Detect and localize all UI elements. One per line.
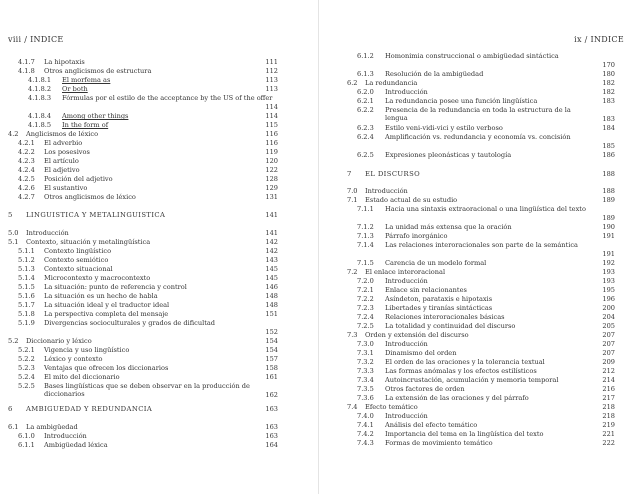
toc-entry-title: AMBIGUEDAD Y REDUNDANCIA xyxy=(26,405,153,413)
toc-entry-title: Introducción xyxy=(26,229,69,237)
toc-entry-number: 6.1.1 xyxy=(18,441,35,449)
toc-entry-title: Orden y extensión del discurso xyxy=(365,331,469,339)
toc-entry-number: 5.2.4 xyxy=(18,373,35,381)
toc-page-number: 154 xyxy=(265,337,278,345)
running-head-right: ix / INDICE xyxy=(574,35,624,44)
toc-entry-title: Introducción xyxy=(365,187,408,195)
toc-entry-number: 7.3 xyxy=(347,331,358,339)
toc-page-number: 207 xyxy=(602,331,615,339)
toc-entry-title: Otros anglicismos de estructura xyxy=(44,67,152,75)
toc-entry-title: Vigencia y uso lingüístico xyxy=(44,346,130,354)
toc-entry-number: 6.2.2 xyxy=(357,106,374,114)
toc-entry-title: Diccionario y léxico xyxy=(26,337,92,345)
toc-page-number: 207 xyxy=(602,349,615,357)
toc-page-number: 151 xyxy=(265,310,278,318)
toc-entry-title: El adverbio xyxy=(44,139,83,147)
toc-page-number: 113 xyxy=(265,76,278,84)
toc-entry-number: 5.1.2 xyxy=(18,256,35,264)
toc-entry-title: El orden de las oraciones y la tolerancia textual xyxy=(385,358,545,366)
toc-page-number: 148 xyxy=(265,292,278,300)
toc-page-number: 116 xyxy=(265,130,278,138)
toc-page-number: 189 xyxy=(602,196,615,204)
toc-entry-number: 7.3.2 xyxy=(357,358,374,366)
toc-entry-number: 4.2.2 xyxy=(18,148,35,156)
toc-entry-title: La situación ideal y el traductor ideal xyxy=(44,301,170,309)
toc-page-number: 164 xyxy=(265,441,278,449)
toc-page-number: 163 xyxy=(265,405,278,413)
toc-entry-number: 6.2 xyxy=(347,79,358,87)
toc-entry-number: 7.4.0 xyxy=(357,412,374,420)
toc-entry-number: 5.1.5 xyxy=(18,283,35,291)
toc-entry-number: 7.1 xyxy=(347,196,358,204)
toc-entry-number: 5.2.3 xyxy=(18,364,35,372)
toc-page-number: 195 xyxy=(602,286,615,294)
toc-page-number: 113 xyxy=(265,85,278,93)
toc-page-number: 180 xyxy=(602,70,615,78)
toc-entry-number: 7.2.5 xyxy=(357,322,374,330)
toc-page-number: 193 xyxy=(602,268,615,276)
toc-entry-title: EL DISCURSO xyxy=(365,170,421,178)
toc-entry-number: 7.2 xyxy=(347,268,358,276)
toc-page-number: 204 xyxy=(602,313,615,321)
toc-entry-number: 7.2.2 xyxy=(357,295,374,303)
toc-entry-title: Contexto situacional xyxy=(44,265,113,273)
toc-entry-number: 5.1.9 xyxy=(18,319,35,327)
toc-entry-title: Estilo veni-vidi-vici y estilo verboso xyxy=(385,124,503,132)
toc-entry-title: Microcontexto y macrocontexto xyxy=(44,274,151,282)
toc-page-number: 141 xyxy=(265,211,278,219)
toc-page-number: 209 xyxy=(602,358,615,366)
toc-entry-title: Hacia una sintaxis extraoracional o una lingüística del texto xyxy=(385,205,586,213)
toc-entry-title: El adjetivo xyxy=(44,166,80,174)
toc-page-number: 114 xyxy=(265,112,278,120)
toc-page-number: 143 xyxy=(265,256,278,264)
toc-entry-title: Dinamismo del orden xyxy=(385,349,457,357)
toc-entry-number: 7.4.2 xyxy=(357,430,374,438)
toc-entry-number: 7.3.0 xyxy=(357,340,374,348)
toc-page-number: 188 xyxy=(602,170,615,178)
toc-entry-title: La situación: punto de referencia y control xyxy=(44,283,187,291)
toc-entry-title: El enlace interoracional xyxy=(365,268,446,276)
toc-entry-title: Presencia de la redundancia en toda la estructura de la lengua xyxy=(385,106,571,122)
toc-entry-number: 7 xyxy=(347,170,352,178)
toc-entry-number: 7.2.1 xyxy=(357,286,374,294)
toc-entry-title: Fórmulas por el estilo de the acceptance by the US of the offer xyxy=(62,94,273,102)
toc-entry-title: La situación es un hecho de habla xyxy=(44,292,158,300)
toc-entry-number: 4.2.7 xyxy=(18,193,35,201)
toc-page-number: 116 xyxy=(265,139,278,147)
toc-entry-title: La ambigüedad xyxy=(26,423,78,431)
toc-page-number: 207 xyxy=(602,340,615,348)
toc-entry-number: 4.2.6 xyxy=(18,184,35,192)
right-page xyxy=(319,0,638,494)
toc-entry-title: La unidad más extensa que la oración xyxy=(385,223,512,231)
toc-entry-title: Resolución de la ambigüedad xyxy=(385,70,484,78)
toc-page-number: 217 xyxy=(602,394,615,402)
toc-page-number: 185 xyxy=(602,142,615,150)
toc-entry-title: La redundancia posee una función lingüística xyxy=(385,97,538,105)
toc-entry-title: Contexto, situación y metalingüística xyxy=(26,238,151,246)
toc-entry-number: 5.1.1 xyxy=(18,247,35,255)
toc-entry-number: 6 xyxy=(8,405,13,413)
toc-page-number: 115 xyxy=(265,121,278,129)
toc-page-number: 205 xyxy=(602,322,615,330)
toc-entry-title: Divergencias socioculturales y grados de dificultad xyxy=(44,319,215,327)
toc-entry-number: 5.1.6 xyxy=(18,292,35,300)
toc-entry-title: El morfema as xyxy=(62,76,111,84)
toc-entry-number: 5.2.2 xyxy=(18,355,35,363)
toc-entry-title: Otros anglicismos de léxico xyxy=(44,193,136,201)
toc-entry-title: La hipotaxis xyxy=(44,58,85,66)
toc-entry-title: Las formas anómalas y los efectos estilísticos xyxy=(385,367,537,375)
toc-page-number: 152 xyxy=(265,328,278,336)
toc-page-number: 188 xyxy=(602,187,615,195)
toc-entry-title: Carencia de un modelo formal xyxy=(385,259,487,267)
toc-entry-number: 4.2.3 xyxy=(18,157,35,165)
toc-entry-title: Asíndeton, parataxis e hipotaxis xyxy=(385,295,493,303)
toc-entry-title: Libertades y tiranías sintácticas xyxy=(385,304,493,312)
toc-entry-number: 7.2.3 xyxy=(357,304,374,312)
toc-entry-number: 7.4.3 xyxy=(357,439,374,447)
toc-entry-title: Expresiones pleonásticas y tautología xyxy=(385,151,512,159)
toc-entry-number: 4.2.1 xyxy=(18,139,35,147)
toc-entry-title: Ambigüedad léxica xyxy=(44,441,108,449)
toc-entry-title: Ventajas que ofrecen los diccionarios xyxy=(44,364,169,372)
toc-entry-title: Relaciones interoracionales básicas xyxy=(385,313,505,321)
toc-entry-number: 4.1.8 xyxy=(18,67,35,75)
toc-page-number: 189 xyxy=(602,214,615,222)
toc-entry-title: Introducción xyxy=(44,432,87,440)
toc-page-number: 214 xyxy=(602,376,615,384)
toc-entry-number: 4.1.8.3 xyxy=(28,94,52,102)
toc-entry-number: 5.2 xyxy=(8,337,19,345)
toc-entry-title: El mito del diccionario xyxy=(44,373,120,381)
toc-entry-title: Estado actual de su estudio xyxy=(365,196,458,204)
toc-entry-number: 4.1.8.4 xyxy=(28,112,52,120)
toc-entry-number: 4.1.8.5 xyxy=(28,121,52,129)
toc-page-number: 111 xyxy=(265,58,278,66)
toc-entry-number: 6.2.5 xyxy=(357,151,374,159)
toc-entry-number: 5.1.4 xyxy=(18,274,35,282)
toc-entry-number: 4.1.8.1 xyxy=(28,76,52,84)
toc-page-number: 183 xyxy=(602,97,615,105)
toc-entry-title: Contexto lingüístico xyxy=(44,247,112,255)
toc-page-number: 163 xyxy=(265,423,278,431)
toc-page-number: 119 xyxy=(265,148,278,156)
toc-page-number: 218 xyxy=(602,403,615,411)
toc-page-number: 216 xyxy=(602,385,615,393)
toc-entry-number: 7.1.3 xyxy=(357,232,374,240)
toc-entry-number: 7.3.1 xyxy=(357,349,374,357)
toc-page-number: 114 xyxy=(265,103,278,111)
toc-entry-title: Autoincrustación, acumulación y memoria temporal xyxy=(385,376,559,384)
toc-page-number: 182 xyxy=(602,79,615,87)
toc-entry-number: 4.2.5 xyxy=(18,175,35,183)
toc-entry-title: Efecto temático xyxy=(365,403,418,411)
toc-page-number: 163 xyxy=(265,432,278,440)
toc-entry-title: Or both xyxy=(62,85,88,93)
toc-entry-title: Amplificación vs. redundancia y economía vs. concisión xyxy=(385,133,571,141)
toc-page-number: 146 xyxy=(265,283,278,291)
toc-page-number: 162 xyxy=(265,391,278,399)
toc-page-number: 170 xyxy=(602,61,615,69)
toc-entry-title: La redundancia xyxy=(365,79,418,87)
toc-entry-number: 4.1.8.2 xyxy=(28,85,52,93)
toc-page-number: 200 xyxy=(602,304,615,312)
toc-entry-number: 6.1.3 xyxy=(357,70,374,78)
toc-entry-number: 4.2 xyxy=(8,130,19,138)
toc-entry-title: Posición del adjetivo xyxy=(44,175,113,183)
toc-entry-title: Introducción xyxy=(385,88,428,96)
toc-entry-title: Among other things xyxy=(62,112,129,120)
toc-page-number: 148 xyxy=(265,301,278,309)
toc-entry-title: Importancia del tema en la lingüística del texto xyxy=(385,430,544,438)
toc-entry-title: La perspectiva completa del mensaje xyxy=(44,310,169,318)
toc-entry-title: Anglicismos de léxico xyxy=(26,130,99,138)
toc-entry-title: La extensión de las oraciones y del párrafo xyxy=(385,394,529,402)
toc-entry-number: 7.3.6 xyxy=(357,394,374,402)
toc-page-number: 183 xyxy=(602,115,615,123)
toc-page-number: 186 xyxy=(602,151,615,159)
toc-entry-number: 5.2.1 xyxy=(18,346,35,354)
toc-page-number: 157 xyxy=(265,355,278,363)
toc-entry-number: 7.2.0 xyxy=(357,277,374,285)
toc-page-number: 141 xyxy=(265,229,278,237)
toc-entry-title: Análisis del efecto temático xyxy=(385,421,478,429)
toc-entry-number: 7.1.2 xyxy=(357,223,374,231)
toc-page-number: 122 xyxy=(265,166,278,174)
toc-page-number: 191 xyxy=(602,232,615,240)
toc-entry-title: LINGUISTICA Y METALINGUISTICA xyxy=(26,211,166,219)
toc-page-number: 192 xyxy=(602,259,615,267)
toc-page-number: 221 xyxy=(602,430,615,438)
toc-page-number: 120 xyxy=(265,157,278,165)
toc-entry-title: La totalidad y continuidad del discurso xyxy=(385,322,516,330)
toc-entry-title: Formas de movimiento temático xyxy=(385,439,493,447)
toc-entry-number: 7.1.5 xyxy=(357,259,374,267)
toc-entry-title: Las relaciones interoracionales son parte de la semántica xyxy=(385,241,578,249)
toc-page-number: 142 xyxy=(265,247,278,255)
toc-entry-title: Introducción xyxy=(385,340,428,348)
toc-entry-number: 5.1 xyxy=(8,238,19,246)
toc-entry-title: Párrafo inorgánico xyxy=(385,232,448,240)
toc-page-number: 191 xyxy=(602,250,615,258)
toc-entry-number: 4.1.7 xyxy=(18,58,35,66)
toc-entry-number: 6.1 xyxy=(8,423,19,431)
toc-entry-number: 7.4 xyxy=(347,403,358,411)
toc-page-number: 128 xyxy=(265,175,278,183)
toc-entry-title: Enlace sin relacionantes xyxy=(385,286,467,294)
toc-page-number: 196 xyxy=(602,295,615,303)
toc-entry-number: 6.2.4 xyxy=(357,133,374,141)
toc-page-number: 218 xyxy=(602,412,615,420)
toc-page-number: 158 xyxy=(265,364,278,372)
toc-entry-title: Introducción xyxy=(385,277,428,285)
toc-page-number: 112 xyxy=(265,67,278,75)
toc-page-number: 222 xyxy=(602,439,615,447)
toc-entry-number: 7.1.4 xyxy=(357,241,374,249)
toc-entry-number: 5.0 xyxy=(8,229,19,237)
toc-entry-title: Léxico y contexto xyxy=(44,355,103,363)
toc-entry-number: 5.2.5 xyxy=(18,382,35,390)
toc-entry-number: 7.3.4 xyxy=(357,376,374,384)
toc-entry-number: 7.2.4 xyxy=(357,313,374,321)
toc-entry-title: Contexto semiótico xyxy=(44,256,109,264)
toc-entry-number: 7.3.3 xyxy=(357,367,374,375)
running-head-left: viii / INDICE xyxy=(8,35,64,44)
toc-entry-title: Otros factores de orden xyxy=(385,385,465,393)
toc-entry-title: Homonimia construccional o ambigüedad sintáctica xyxy=(385,52,559,60)
toc-page-number: 129 xyxy=(265,184,278,192)
toc-entry-number: 5.1.8 xyxy=(18,310,35,318)
toc-page-number: 161 xyxy=(265,373,278,381)
toc-entry-number: 7.1.1 xyxy=(357,205,374,213)
toc-page-number: 145 xyxy=(265,265,278,273)
toc-page-number: 219 xyxy=(602,421,615,429)
toc-entry-title: El artículo xyxy=(44,157,79,165)
toc-entry-number: 6.1.2 xyxy=(357,52,374,60)
toc-entry-number: 5.1.3 xyxy=(18,265,35,273)
toc-entry-number: 5.1.7 xyxy=(18,301,35,309)
toc-entry-number: 7.0 xyxy=(347,187,358,195)
toc-entry-number: 6.2.3 xyxy=(357,124,374,132)
toc-entry-number: 7.3.5 xyxy=(357,385,374,393)
toc-page-number: 212 xyxy=(602,367,615,375)
toc-entry-title: Los posesivos xyxy=(44,148,90,156)
toc-page-number: 193 xyxy=(602,277,615,285)
toc-entry-number: 6.2.0 xyxy=(357,88,374,96)
toc-page-number: 145 xyxy=(265,274,278,282)
toc-page-number: 184 xyxy=(602,124,615,132)
toc-page-number: 142 xyxy=(265,238,278,246)
toc-entry-title: Introducción xyxy=(385,412,428,420)
toc-entry-number: 6.2.1 xyxy=(357,97,374,105)
toc-page-number: 190 xyxy=(602,223,615,231)
toc-page-number: 154 xyxy=(265,346,278,354)
toc-entry-title: El sustantivo xyxy=(44,184,88,192)
toc-entry-number: 5 xyxy=(8,211,13,219)
toc-page-number: 182 xyxy=(602,88,615,96)
toc-entry-title: In the form of xyxy=(62,121,109,129)
toc-entry-number: 6.1.0 xyxy=(18,432,35,440)
toc-entry-title: Bases lingüísticas que se deben observar en la producción de diccionarios xyxy=(44,382,250,398)
toc-entry-number: 7.4.1 xyxy=(357,421,374,429)
toc-page-number: 131 xyxy=(265,193,278,201)
toc-entry-number: 4.2.4 xyxy=(18,166,35,174)
